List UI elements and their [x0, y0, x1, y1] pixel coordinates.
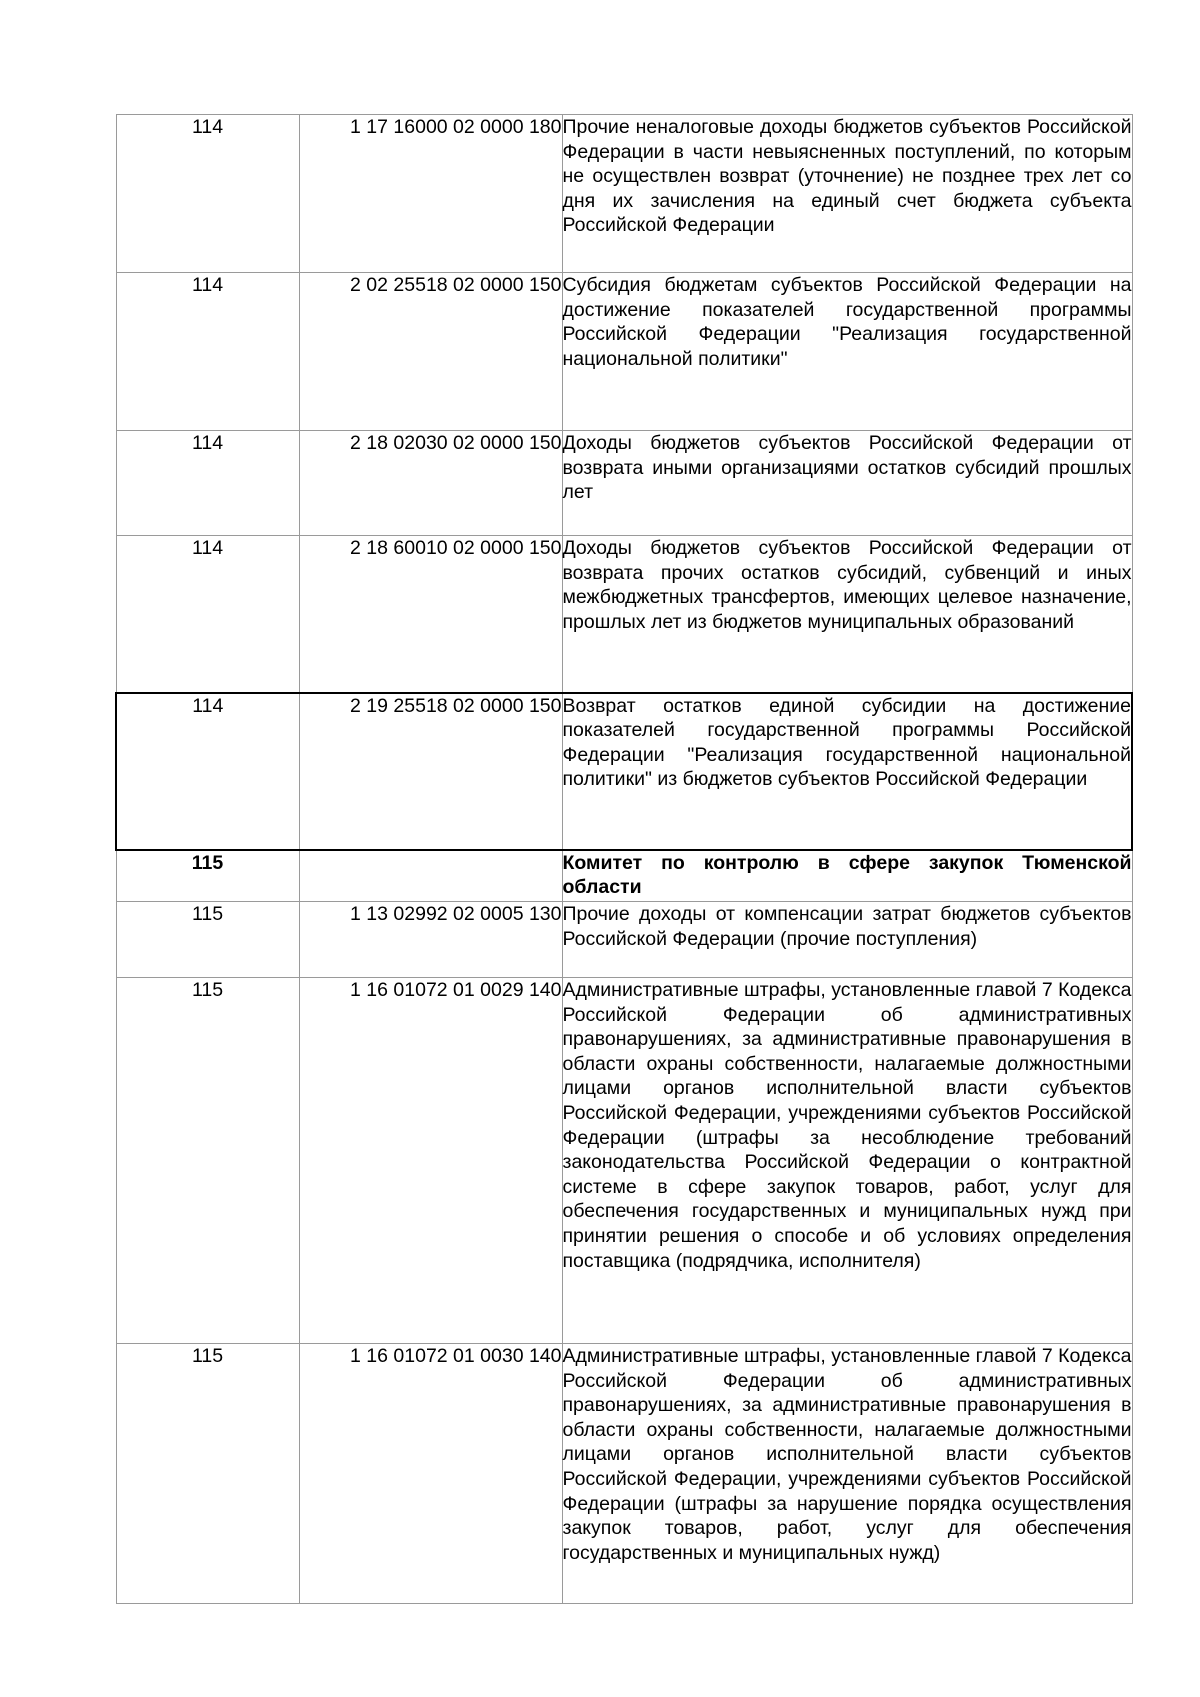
- description-cell: Доходы бюджетов субъектов Российской Федерации от возврата иными организациями остатков субсидий прошлых лет: [562, 431, 1132, 536]
- description-cell: Прочие неналоговые доходы бюджетов субъектов Российской Федерации в части невыясненных поступлений, по которым не осуществлен возврат (уточнение) не позднее трех лет со дня их зачисления на единый счет бюджета субъекта Российской Федерации: [562, 115, 1132, 273]
- table-row: [116, 1344, 1132, 1604]
- section-header-row: [116, 850, 1132, 902]
- description-cell: Административные штрафы, установленные главой 7 Кодекса Российской Федерации об административных правонарушениях, за административные правонарушения в области охраны собственности, налагаемые должностными лицами органов исполнительной власти субъектов Российской Федерации, учреждениями субъектов Российской Федерации (штрафы за нарушение порядка осуществления закупок товаров, работ, услуг для обеспечения государственных и муниципальных нужд): [562, 1344, 1132, 1604]
- admin-code-cell: 115: [116, 902, 299, 978]
- budget-code-cell: 1 17 16000 02 0000 180: [299, 115, 562, 273]
- budget-code-cell: 1 16 01072 01 0030 140: [299, 1344, 562, 1604]
- revenue-codes-table: [115, 114, 1133, 1604]
- admin-code-cell: 115: [116, 978, 299, 1344]
- budget-code-cell: 2 18 60010 02 0000 150: [299, 536, 562, 693]
- section-title-cell: Комитет по контролю в сфере закупок Тюменской области: [562, 850, 1132, 902]
- admin-code-cell: 114: [116, 693, 299, 850]
- budget-code-cell: 2 19 25518 02 0000 150: [299, 693, 562, 850]
- admin-code-cell: 114: [116, 115, 299, 273]
- budget-code-cell: [299, 850, 562, 902]
- description-cell: Субсидия бюджетам субъектов Российской Федерации на достижение показателей государственной программы Российской Федерации "Реализация государственной национальной политики": [562, 273, 1132, 431]
- description-cell: Административные штрафы, установленные главой 7 Кодекса Российской Федерации об административных правонарушениях, за административные правонарушения в области охраны собственности, налагаемые должностными лицами органов исполнительной власти субъектов Российской Федерации, учреждениями субъектов Российской Федерации (штрафы за несоблюдение требований законодательства Российской Федерации о контрактной системе в сфере закупок товаров, работ, услуг для обеспечения государственных и муниципальных нужд при принятии решения о способе и об условиях определения поставщика (подрядчика, исполнителя): [562, 978, 1132, 1344]
- budget-code-cell: 2 02 25518 02 0000 150: [299, 273, 562, 431]
- table-row: [116, 115, 1132, 273]
- admin-code-cell: 114: [116, 273, 299, 431]
- table-row: [116, 431, 1132, 536]
- description-cell: Доходы бюджетов субъектов Российской Федерации от возврата прочих остатков субсидий, субвенций и иных межбюджетных трансфертов, имеющих целевое назначение, прошлых лет из бюджетов муниципальных образований: [562, 536, 1132, 693]
- table-row: [116, 536, 1132, 693]
- admin-code-cell: 114: [116, 431, 299, 536]
- budget-code-cell: 2 18 02030 02 0000 150: [299, 431, 562, 536]
- admin-code-cell: 114: [116, 536, 299, 693]
- budget-code-cell: 1 13 02992 02 0005 130: [299, 902, 562, 978]
- admin-code-cell: 115: [116, 1344, 299, 1604]
- table-row: [116, 978, 1132, 1344]
- table-row: [116, 273, 1132, 431]
- table-row: [116, 902, 1132, 978]
- description-cell: Прочие доходы от компенсации затрат бюджетов субъектов Российской Федерации (прочие поступления): [562, 902, 1132, 978]
- admin-code-cell: 115: [116, 850, 299, 902]
- table-row: [116, 693, 1132, 850]
- description-cell: Возврат остатков единой субсидии на достижение показателей государственной программы Российской Федерации "Реализация государственной национальной политики" из бюджетов субъектов Российской Федерации: [562, 693, 1132, 850]
- budget-code-cell: 1 16 01072 01 0029 140: [299, 978, 562, 1344]
